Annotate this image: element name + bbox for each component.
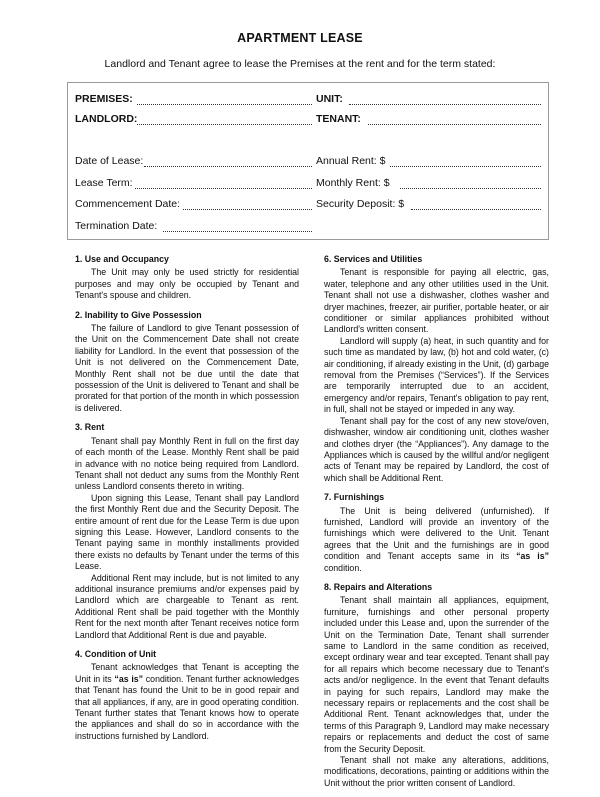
section-heading: 3. Rent (75, 422, 105, 433)
document-subtitle: Landlord and Tenant agree to lease the Premises at the rent and for the term stated: (104, 58, 496, 70)
security-deposit-label: Security Deposit: $ (316, 198, 405, 210)
paragraph-text: condition. Tenant further acknowledges that Tenant has found the Unit to be in good repair and that all appliances, if any, are in good operating condition. Tenant further states that Tenant knows how to operate the appliances and shall do so in (75, 673, 299, 730)
termination-date-label: Termination Date: (75, 220, 158, 232)
section-paragraph: Tenant is responsible for paying all electric, gas, water, telephone and any other utilities used in the Unit. Tenant shall not use a dishwasher, clothes washer and dryer machines, freezer, air purifier, portable heater, or air conditioner or similar appliances prohibited without Landlord's written consent. (324, 267, 549, 335)
section-paragraph (75, 662, 299, 742)
section-paragraph: The failure of Landlord to give Tenant possession of the Unit on the Commencement Date shall not create liability for Landlord. In the event that possession of the Unit is not delivered on the Commencement Date, Monthly Rent shall not be due until the date that possession of the Unit is delivered to Tenant and shall be prorated for that portion of the month in which possession is delivered. (75, 323, 299, 413)
monthly-rent-field[interactable] (400, 188, 541, 189)
unit-field[interactable] (349, 104, 541, 105)
section-paragraph: Tenant shall pay Monthly Rent in full on the first day of each month of the Lease. Monthly Rent shall be paid in advance with no notice being required from Landlord. Tenant shall not deduct any sums from the Monthly Rent unless Landlord consents thereto in writing. (75, 435, 299, 492)
date-of-lease-field[interactable] (144, 166, 312, 167)
section-paragraph (324, 506, 549, 574)
landlord-label: LANDLORD: (75, 113, 138, 125)
section-heading: 2. Inability to Give Possession (75, 309, 202, 320)
section-use-and-occupancy (75, 254, 299, 302)
commencement-date-field[interactable] (183, 209, 312, 210)
tenant-field[interactable] (368, 124, 541, 125)
document-title: APARTMENT LEASE (237, 31, 363, 45)
section-paragraph: The Unit may only be used strictly for residential purposes and may only be occupied by Tenant and Tenant's spouse and children. (75, 267, 299, 301)
lease-term-field[interactable] (135, 188, 312, 189)
termination-date-field[interactable] (163, 231, 312, 232)
section-inability-to-give-possession (75, 310, 299, 415)
right-column (324, 254, 549, 797)
section-condition-of-unit (75, 649, 299, 742)
section-paragraph: Tenant shall pay for the cost of any new stove/oven, dishwasher, window air conditioning unit, clothes washer and clothes dryer (the “Appliances”). Any damage to the Appliances which is caused by the willful and/or negligent acts of Tenant may be repaired by Landlord, the cost of which shall be Additional Rent. (324, 415, 549, 483)
section-paragraph: Tenant shall not make any alterations, additions, modifications, decorations, painting or additions within the Unit without the prior written consent of Landlord. (324, 755, 549, 788)
monthly-rent-label: Monthly Rent: $ (316, 177, 390, 189)
section-heading: 4. Condition of Unit (75, 649, 157, 659)
annual-rent-label: Annual Rent: $ (316, 155, 386, 167)
section-paragraph: Tenant shall maintain all appliances, equipment, furniture, furnishings and other personal property included under this Lease and, upon the surrender of the Unit on the Termination Date, Tenant shall surrender same to Landlord in the same condition as received, except ordinary wear and tear excepted. Tenant shall pay for all repairs which become necessary due to Tenant's acts and/or negligence. In the event that Tenant defaults in paying for such repairs, Landlord may make the necessary repairs or replacements and the cost shall be Additional Rent. Tenant acknowledges that, under the terms of this Paragraph 9, Landlord may make necessary repairs or replacements and deduct the cost of same from the Security Deposit. (324, 595, 549, 754)
section-heading: 8. Repairs and Alterations (324, 581, 433, 592)
premises-label: PREMISES: (75, 93, 133, 105)
section-paragraph: Landlord will supply (a) heat, in such quantity and for such time as mandated by law, (b) hot and cold water, (c) air conditioning, if already existing in the Unit, (d) garbage removal from the Premises (“Services”). If the Services are temporarily interrupted due to an accident, emergency and/or repairs, Tenant's obligation to pay rent, in full, shall not be stayed or impeded in any way. (324, 335, 549, 415)
unit-label: UNIT: (316, 93, 343, 105)
annual-rent-field[interactable] (390, 166, 541, 167)
lease-info-box (67, 82, 549, 240)
section-furnishings (324, 492, 549, 574)
premises-field[interactable] (137, 104, 312, 105)
left-column (75, 254, 299, 750)
section-paragraph: Additional Rent may include, but is not limited to any additional insurance premiums and/or expenses paid by Landlord which are chargeable to Tenant as rent. Additional Rent shall be paid together with the Monthly Rent for the next month after Tenant receives notice form Landlord that Additional Rent is due and payable. (75, 572, 299, 640)
paragraph-text: Tenant acknowledges that Tenant is accepting the Unit in its (75, 662, 299, 684)
section-heading: 1. Use and Occupancy (75, 254, 169, 264)
date-of-lease-label: Date of Lease: (75, 155, 144, 167)
section-paragraph: Upon signing this Lease, Tenant shall pay Landlord the first Monthly Rent due and the Security Deposit. The entire amount of rent due for the Lease Term is due upon signing this Lease. However, Landlord consents to the Tenant paying same in monthly installments provided there exists no defaults by Tenant under the terms of this Lease. (75, 492, 299, 572)
commencement-date-label: Commencement Date: (75, 198, 181, 210)
tenant-label: TENANT: (316, 113, 361, 125)
section-repairs-and-alterations (324, 582, 549, 789)
security-deposit-field[interactable] (411, 209, 541, 210)
as-is-emphasis: “as is” (516, 551, 549, 562)
paragraph-text: accordance with the instructions furnished by Landlord. (75, 719, 299, 741)
landlord-field[interactable] (137, 124, 312, 125)
section-rent (75, 422, 299, 641)
section-heading: 7. Furnishings (324, 492, 385, 503)
paragraph-text: condition. (324, 562, 362, 573)
as-is-emphasis: “as is” (114, 673, 144, 684)
paragraph-text: The Unit is being delivered (unfurnished). If furnished, Landlord will provide an inventory of the furnishings which were delivered to the Unit. Tenant agrees that the Unit and the furnishings are in good condition and Tenant accepts same in its (324, 505, 549, 562)
section-services-and-utilities (324, 254, 549, 484)
section-heading: 6. Services and Utilities (324, 254, 423, 264)
lease-term-label: Lease Term: (75, 177, 133, 189)
